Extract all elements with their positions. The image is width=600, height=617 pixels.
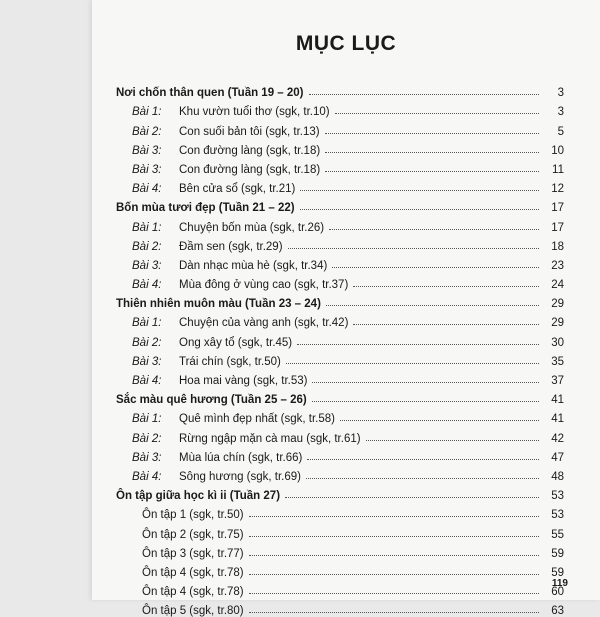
toc-page-number: 48 bbox=[551, 470, 564, 483]
toc-entry-label bbox=[132, 452, 304, 464]
dot-leader bbox=[335, 113, 539, 114]
toc-section-row bbox=[92, 195, 600, 214]
toc-page-number: 63 bbox=[551, 605, 564, 617]
lesson-number: Bài 3: bbox=[132, 451, 162, 464]
lesson-number: Bài 4: bbox=[132, 375, 162, 387]
toc-lesson-row bbox=[92, 310, 600, 329]
toc-page-number: 24 bbox=[551, 279, 564, 292]
dot-leader bbox=[325, 133, 539, 134]
toc-entry-label bbox=[132, 183, 297, 195]
toc-entry-label bbox=[132, 164, 322, 176]
toc-review-row bbox=[92, 598, 600, 617]
lesson-number: Bài 3: bbox=[132, 259, 162, 272]
toc-entry-label bbox=[132, 126, 322, 138]
toc-entry-label bbox=[132, 337, 294, 349]
toc-entry-label bbox=[132, 241, 285, 253]
lesson-number: Bài 1: bbox=[132, 221, 162, 234]
dot-leader bbox=[353, 286, 539, 287]
dot-leader bbox=[286, 363, 539, 364]
toc-review-row bbox=[92, 502, 600, 521]
toc-entry-label: Nơi chốn thân quen (Tuần 19 – 20) bbox=[116, 87, 304, 100]
lesson-title: Con suối bản tôi (sgk, tr.13) bbox=[179, 125, 320, 138]
toc-page-number: 10 bbox=[551, 144, 564, 157]
page-number: 119 bbox=[551, 578, 568, 589]
toc-lesson-row bbox=[92, 464, 600, 483]
toc-page-number: 17 bbox=[551, 221, 564, 234]
toc-page-number: 29 bbox=[551, 317, 564, 330]
dot-leader bbox=[353, 324, 539, 325]
toc-page-number: 29 bbox=[551, 298, 564, 311]
toc-entry-label bbox=[132, 433, 363, 445]
toc-lesson-row bbox=[92, 176, 600, 195]
toc-review-row bbox=[92, 541, 600, 560]
toc-page-number: 35 bbox=[551, 355, 564, 368]
toc-entry-label bbox=[132, 471, 303, 483]
page-title: MỤC LỤC bbox=[295, 32, 397, 55]
toc-review-row bbox=[92, 521, 600, 540]
toc-lesson-row bbox=[92, 329, 600, 348]
table-of-contents bbox=[92, 80, 600, 617]
toc-page-number: 60 bbox=[551, 586, 564, 599]
toc-lesson-row bbox=[92, 368, 600, 387]
lesson-number: Bài 1: bbox=[132, 106, 162, 119]
toc-page-number: 59 bbox=[551, 547, 564, 560]
toc-review-row bbox=[92, 560, 600, 579]
dot-leader bbox=[297, 344, 539, 345]
toc-entry-label bbox=[132, 222, 326, 234]
dot-leader bbox=[366, 440, 539, 441]
dot-leader bbox=[340, 420, 539, 421]
toc-page-number: 55 bbox=[551, 528, 564, 541]
dot-leader bbox=[329, 229, 539, 230]
lesson-title: Con đường làng (sgk, tr.18) bbox=[179, 144, 321, 157]
book-page bbox=[92, 0, 600, 617]
toc-entry-label bbox=[132, 145, 322, 157]
toc-section-row bbox=[92, 80, 600, 99]
toc-entry-label bbox=[132, 279, 350, 291]
lesson-number: Bài 4: bbox=[132, 279, 162, 292]
dot-leader bbox=[300, 209, 539, 210]
toc-page-number: 37 bbox=[551, 375, 564, 387]
toc-page-number: 3 bbox=[557, 87, 564, 100]
lesson-title: Đầm sen (sgk, tr.29) bbox=[179, 240, 283, 253]
toc-page-number: 30 bbox=[551, 336, 564, 349]
lesson-number: Bài 4: bbox=[132, 183, 162, 196]
lesson-number: Bài 2: bbox=[132, 336, 162, 349]
dot-leader bbox=[300, 190, 539, 191]
dot-leader bbox=[312, 401, 539, 402]
toc-lesson-row bbox=[92, 349, 600, 368]
lesson-title: Trái chín (sgk, tr.50) bbox=[179, 355, 281, 368]
toc-lesson-row bbox=[92, 118, 600, 137]
dot-leader bbox=[332, 267, 539, 268]
toc-page-number: 3 bbox=[557, 106, 564, 119]
toc-entry-label: Thiên nhiên muôn màu (Tuần 23 – 24) bbox=[116, 298, 321, 311]
toc-page-number: 12 bbox=[551, 183, 564, 196]
lesson-title: Chuyện của vàng anh (sgk, tr.42) bbox=[179, 317, 349, 330]
toc-entry-label bbox=[132, 356, 283, 368]
toc-page-number: 53 bbox=[551, 509, 564, 522]
lesson-number: Bài 3: bbox=[132, 163, 162, 176]
dot-leader bbox=[288, 248, 539, 249]
toc-page-number: 53 bbox=[551, 490, 564, 503]
dot-leader bbox=[249, 612, 539, 613]
dot-leader bbox=[249, 593, 539, 594]
toc-entry-label bbox=[132, 106, 332, 118]
toc-lesson-row bbox=[92, 425, 600, 444]
toc-page-number: 23 bbox=[551, 259, 564, 272]
lesson-number: Bài 2: bbox=[132, 432, 162, 445]
dot-leader bbox=[285, 497, 539, 498]
toc-page-number: 41 bbox=[551, 413, 564, 426]
toc-entry-label bbox=[132, 317, 350, 329]
lesson-number: Bài 1: bbox=[132, 317, 162, 330]
toc-lesson-row bbox=[92, 138, 600, 157]
toc-lesson-row bbox=[92, 406, 600, 425]
toc-entry-label bbox=[132, 413, 337, 425]
lesson-title: Hoa mai vàng (sgk, tr.53) bbox=[179, 375, 308, 387]
dot-leader bbox=[307, 459, 539, 460]
toc-entry-label bbox=[132, 375, 309, 387]
toc-entry-label: Ôn tập 4 (sgk, tr.78) bbox=[142, 586, 244, 599]
toc-lesson-row bbox=[92, 253, 600, 272]
lesson-title: Mùa đông ở vùng cao (sgk, tr.37) bbox=[179, 279, 349, 292]
dot-leader bbox=[306, 478, 539, 479]
toc-section-row bbox=[92, 483, 600, 502]
toc-page-number: 47 bbox=[551, 451, 564, 464]
toc-entry-label: Ôn tập 5 (sgk, tr.80) bbox=[142, 605, 244, 617]
toc-page-number: 59 bbox=[551, 566, 564, 579]
toc-lesson-row bbox=[92, 272, 600, 291]
dot-leader bbox=[312, 382, 539, 383]
toc-lesson-row bbox=[92, 214, 600, 233]
lesson-title: Mùa lúa chín (sgk, tr.66) bbox=[179, 451, 303, 464]
toc-lesson-row bbox=[92, 234, 600, 253]
toc-lesson-row bbox=[92, 99, 600, 118]
toc-page-number: 11 bbox=[552, 163, 564, 176]
dot-leader bbox=[249, 516, 539, 517]
lesson-title: Rừng ngập mặn cà mau (sgk, tr.61) bbox=[179, 432, 361, 445]
lesson-number: Bài 2: bbox=[132, 240, 162, 253]
lesson-number: Bài 2: bbox=[132, 125, 162, 138]
lesson-title: Chuyện bốn mùa (sgk, tr.26) bbox=[179, 221, 325, 234]
lesson-number: Bài 3: bbox=[132, 144, 162, 157]
toc-review-row bbox=[92, 579, 600, 598]
lesson-title: Khu vườn tuổi thơ (sgk, tr.10) bbox=[179, 106, 330, 119]
toc-page-number: 42 bbox=[551, 432, 564, 445]
lesson-number: Bài 1: bbox=[132, 413, 162, 426]
dot-leader bbox=[309, 94, 539, 95]
dot-leader bbox=[325, 171, 539, 172]
toc-entry-label: Ôn tập 2 (sgk, tr.75) bbox=[142, 528, 244, 541]
toc-entry-label: Ôn tập 1 (sgk, tr.50) bbox=[142, 509, 244, 522]
dot-leader bbox=[249, 574, 539, 575]
toc-entry-label: Ôn tập 4 (sgk, tr.78) bbox=[142, 566, 244, 579]
toc-page-number: 41 bbox=[551, 394, 564, 407]
lesson-title: Con đường làng (sgk, tr.18) bbox=[179, 163, 321, 176]
lesson-title: Quê mình đẹp nhất (sgk, tr.58) bbox=[179, 413, 335, 426]
lesson-title: Dàn nhạc mùa hè (sgk, tr.34) bbox=[179, 259, 328, 272]
lesson-number: Bài 4: bbox=[132, 470, 162, 483]
toc-entry-label: Sắc màu quê hương (Tuần 25 – 26) bbox=[116, 394, 307, 407]
toc-page-number: 18 bbox=[551, 240, 564, 253]
toc-entry-label: Ôn tập 3 (sgk, tr.77) bbox=[142, 547, 244, 560]
toc-entry-label: Bốn mùa tươi đẹp (Tuần 21 – 22) bbox=[116, 202, 295, 215]
toc-section-row bbox=[92, 291, 600, 310]
toc-lesson-row bbox=[92, 157, 600, 176]
toc-entry-label bbox=[132, 260, 329, 272]
dot-leader bbox=[326, 305, 539, 306]
lesson-title: Ong xây tổ (sgk, tr.45) bbox=[179, 336, 293, 349]
toc-lesson-row bbox=[92, 445, 600, 464]
dot-leader bbox=[325, 152, 539, 153]
toc-page-number: 5 bbox=[557, 125, 564, 138]
lesson-number: Bài 3: bbox=[132, 355, 162, 368]
lesson-title: Sông hương (sgk, tr.69) bbox=[179, 470, 301, 483]
toc-entry-label: Ôn tập giữa học kì ii (Tuần 27) bbox=[116, 490, 281, 503]
toc-page-number: 17 bbox=[551, 202, 564, 215]
lesson-title: Bên cửa sổ (sgk, tr.21) bbox=[179, 183, 296, 196]
dot-leader bbox=[249, 536, 539, 537]
toc-section-row bbox=[92, 387, 600, 406]
dot-leader bbox=[249, 555, 539, 556]
